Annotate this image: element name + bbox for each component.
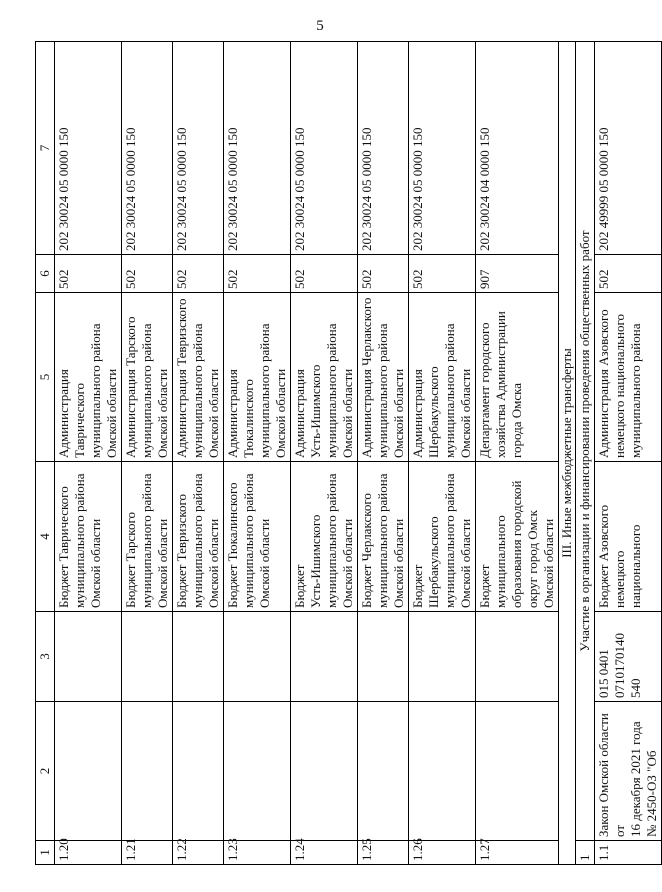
header-cell: 2: [36, 702, 55, 841]
header-cell: 5: [36, 293, 55, 462]
law-cell: [476, 702, 559, 841]
table-row: [358, 42, 409, 865]
admin-code-cell: 502: [173, 255, 224, 293]
subsection-title: Участие в организации и финансировании проведения общественных работ: [576, 42, 595, 841]
code-cell: [122, 612, 173, 702]
administrator-cell: Администрация Тарского муниципального района Омской области: [122, 293, 173, 462]
budget-cell: Бюджет Шербакульского муниципального района Омской области: [409, 462, 476, 612]
income-code-cell: 202 30024 05 0000 150: [173, 42, 224, 255]
law-cell: Закон Омской области от 16 декабря 2021 года № 2450-ОЗ "Об: [595, 702, 662, 841]
budget-cell: Бюджет Азовского немецкого национального: [595, 462, 662, 612]
administrator-cell: Администрация Тюкалинского муниципального района Омской области: [224, 293, 291, 462]
table-row: [173, 42, 224, 865]
page-number: 5: [316, 18, 324, 34]
administrator-cell: Администрация Тевризского муниципального района Омской области: [173, 293, 224, 462]
section-row: [559, 42, 576, 865]
table-row: [291, 42, 358, 865]
code-cell: [224, 612, 291, 702]
header-cell: 3: [36, 612, 55, 702]
code-cell: [476, 612, 559, 702]
table-row: [55, 42, 122, 865]
admin-code-cell: 502: [224, 255, 291, 293]
table-row: [409, 42, 476, 865]
income-code-cell: 202 30024 05 0000 150: [122, 42, 173, 255]
row-number: 1.27: [476, 841, 559, 865]
code-cell: [173, 612, 224, 702]
income-code-cell: 202 30024 05 0000 150: [409, 42, 476, 255]
income-code-cell: 202 30024 05 0000 150: [291, 42, 358, 255]
table-row: [595, 42, 662, 865]
admin-code-cell: 502: [55, 255, 122, 293]
row-number: 1.1: [595, 841, 662, 865]
code-cell: [409, 612, 476, 702]
budget-table: [35, 41, 662, 865]
header-cell: 4: [36, 462, 55, 612]
income-code-cell: 202 30024 04 0000 150: [476, 42, 559, 255]
code-cell: 015 0401 0710170140 540: [595, 612, 662, 702]
section-title: III. Иные межбюджетные трансферты: [559, 42, 576, 865]
admin-code-cell: 907: [476, 255, 559, 293]
admin-code-cell: 502: [595, 255, 662, 293]
administrator-cell: Администрация Усть-Ишимского муниципального района Омской области: [291, 293, 358, 462]
code-cell: [291, 612, 358, 702]
income-code-cell: 202 30024 05 0000 150: [55, 42, 122, 255]
income-code-cell: 202 30024 05 0000 150: [224, 42, 291, 255]
header-cell: 7: [36, 42, 55, 255]
law-cell: [173, 702, 224, 841]
row-number: 1.22: [173, 841, 224, 865]
budget-cell: Бюджет Таврического муниципального района Омской области: [55, 462, 122, 612]
code-cell: [358, 612, 409, 702]
header-cell: 1: [36, 841, 55, 865]
administrator-cell: Администрация Азовского немецкого национального муниципального района: [595, 293, 662, 462]
law-cell: [291, 702, 358, 841]
admin-code-cell: 502: [358, 255, 409, 293]
subsection-number: 1: [576, 841, 595, 865]
administrator-cell: Департамент городского хозяйства Администрации города Омска: [476, 293, 559, 462]
budget-cell: Бюджет Усть-Ишимского муниципального района Омской области: [291, 462, 358, 612]
income-code-cell: 202 30024 05 0000 150: [358, 42, 409, 255]
code-cell: [55, 612, 122, 702]
income-code-cell: 202 49999 05 0000 150: [595, 42, 662, 255]
budget-cell: Бюджет Тарского муниципального района Омской области: [122, 462, 173, 612]
budget-cell: Бюджет Тевризского муниципального района Омской области: [173, 462, 224, 612]
row-number: 1.25: [358, 841, 409, 865]
administrator-cell: Администрация Черлакского муниципального района Омской области: [358, 293, 409, 462]
law-cell: [224, 702, 291, 841]
administrator-cell: Администрация Шербакульского муниципального района Омской области: [409, 293, 476, 462]
table-row: [224, 42, 291, 865]
law-cell: [122, 702, 173, 841]
law-cell: [55, 702, 122, 841]
row-number: 1.24: [291, 841, 358, 865]
table-row: [122, 42, 173, 865]
header-cell: 6: [36, 255, 55, 293]
budget-cell: Бюджет Тюкалинского муниципального района Омской области: [224, 462, 291, 612]
table-row: [476, 42, 559, 865]
row-number: 1.20: [55, 841, 122, 865]
administrator-cell: Администрация Таврического муниципального района Омской области: [55, 293, 122, 462]
law-cell: [409, 702, 476, 841]
admin-code-cell: 502: [409, 255, 476, 293]
header-row: [36, 42, 55, 865]
admin-code-cell: 502: [291, 255, 358, 293]
admin-code-cell: 502: [122, 255, 173, 293]
budget-cell: Бюджет муниципального образования городской округ город Омск Омской области: [476, 462, 559, 612]
subsection-row: [576, 42, 595, 865]
rotated-table-page: [35, 42, 659, 865]
row-number: 1.23: [224, 841, 291, 865]
budget-cell: Бюджет Черлакского муниципального района Омской области: [358, 462, 409, 612]
law-cell: [358, 702, 409, 841]
row-number: 1.21: [122, 841, 173, 865]
row-number: 1.26: [409, 841, 476, 865]
